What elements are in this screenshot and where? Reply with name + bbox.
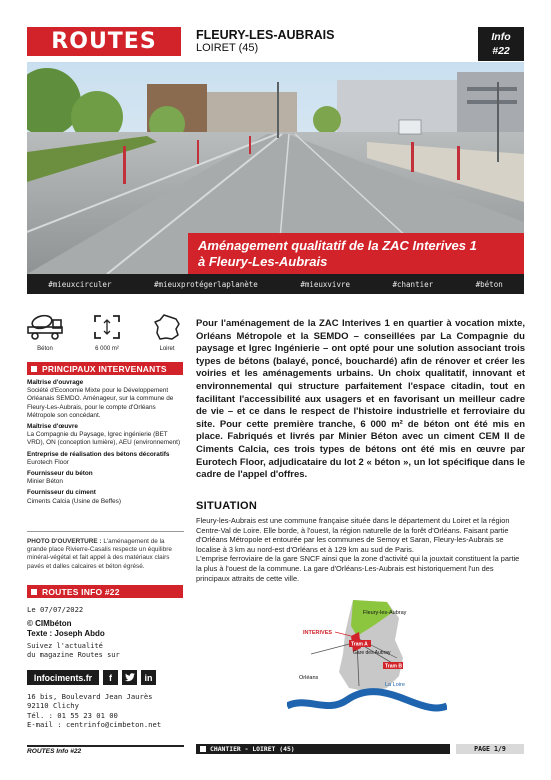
info-badge-line2: #22 <box>492 45 510 57</box>
photo-caption-text: L'aménagement de la grande place Rivierre-Casalis respecte un équilibre minéral-végétal et fait appel à des matériaux clairs pavés et dalles calcaires et béton égrésé. <box>27 538 172 570</box>
text-entreprise: Eurotech Floor <box>27 458 69 466</box>
linkedin-icon[interactable]: in <box>141 670 156 685</box>
icon-box-beton <box>20 313 70 352</box>
map-label-orleans: Orléans <box>299 675 319 681</box>
hashtag-mieuxprotegerlaplanete[interactable]: #mieuxprotégerlaplanète <box>153 279 258 289</box>
footer-category <box>196 744 450 754</box>
location-map-svg <box>287 596 447 730</box>
department: LOIRET (45) <box>196 42 259 54</box>
intro-paragraph: Pour l'aménagement de la ZAC Interives 1 en quartier à vocation mixte, Orléans Métropole et la SEMDO – conseillées par La Compagnie du paysage et Igrec Ingénierie – ont opté pour une solution associant trois types de bétons (balayé, poncé, bouchardé) afin de rénover et créer les voiries et les aménagements urbains. Un choix qualitatif, innovant et environnemental qui structure parfaitement l'espace citadin, tout en facilitant l'accessibilité aux usagers et en favorisant un meilleur cadre de vie – et ce dans le respect de l'histoire industrielle et ferroviaire du site. Pour cette première tranche, 6 000 m² de béton ont été mis en place. Fabriqués et livrés par Minier Béton avec un ciment CEM II de Ciments Calcia, ces trois types de bétons ont été mis en œuvre par Eurotech Floor, adjudicataire du lot 2 « béton », un lot spécifique dans le cadre de l'appel d'offres. <box>196 318 525 481</box>
footer-publication: ROUTES Info #22 <box>27 745 184 756</box>
france-map-icon <box>152 313 182 341</box>
photo-caption <box>27 538 184 571</box>
text-fournisseur-beton: Minier Béton <box>27 478 63 486</box>
social-links <box>27 670 156 685</box>
twitter-bird-icon <box>125 673 135 682</box>
info-badge <box>478 27 524 61</box>
situation-text <box>196 516 525 583</box>
role-entreprise: Entreprise de réalisation des bétons décoratifs <box>27 450 170 458</box>
hero-title <box>188 233 524 274</box>
routes-logo: ROUTES <box>27 27 181 56</box>
heading-square-icon <box>31 589 37 595</box>
role-fournisseur-beton: Fournisseur du béton <box>27 470 93 478</box>
map-label-interives: INTERIVES <box>303 630 333 636</box>
infociments-link[interactable]: Infociments.fr <box>27 670 99 685</box>
publication-date: Le 07/07/2022 <box>27 605 84 614</box>
intervenants-heading-text: PRINCIPAUX INTERVENANTS <box>42 363 167 374</box>
hashtag-mieuxvivre[interactable]: #mieuxvivre <box>300 279 350 289</box>
text-maitrise-ouvrage: Société d'Economie Mixte pour le Développement Orléanais SEMDO. Aménageur, sur la commune de Fleury-Les-Aubrais, pour le compte d'Orléans Métropole son concédant. <box>27 387 174 419</box>
intervenants-heading <box>27 362 183 375</box>
credit-author: Texte : Joseph Abdo <box>27 629 105 638</box>
divider <box>27 531 184 532</box>
credit-cimbeton: © CIMbéton <box>27 619 72 628</box>
hero-title-line1: Aménagement qualitatif de la ZAC Interives 1 <box>198 238 477 253</box>
intervenants-list <box>27 379 184 506</box>
situation-paragraph-2: L'emprise ferroviaire de la gare SNCF ainsi que la zone d'activité qui la jouxtait constituent la partie la plus à l'ouest de la commune. La gare d'Orléans-Les-Aubrais est historiquement l'un des principaux attraits de cette ville. <box>196 554 520 583</box>
address-email[interactable]: E-mail : centrinfo@cimbeton.net <box>27 720 162 730</box>
situation-heading: SITUATION <box>196 500 258 512</box>
concrete-mixer-icon <box>26 313 64 341</box>
icon-label-loiret: Loiret <box>159 346 175 352</box>
contact-address <box>27 692 161 730</box>
role-maitrise-oeuvre: Maîtrise d'œuvre <box>27 423 78 431</box>
page-number: PAGE 1/9 <box>456 744 524 754</box>
heading-square-icon <box>31 366 37 372</box>
facebook-icon[interactable]: f <box>103 670 118 685</box>
map-label-gare: Gare des Aubray <box>353 650 391 656</box>
follow-line2: du magazine Routes sur <box>27 651 120 659</box>
area-icon <box>92 313 122 341</box>
city-title: FLEURY-LES-AUBRAIS <box>196 28 335 42</box>
role-fournisseur-ciment: Fournisseur du ciment <box>27 489 96 497</box>
follow-line1: Suivez l'actualité <box>27 642 103 650</box>
icon-label-beton: Béton <box>37 346 53 352</box>
address-phone: Tél. : 01 55 23 01 00 <box>27 710 118 720</box>
text-maitrise-oeuvre: La Compagnie du Paysage, Igrec ingénierie (BET VRD), ON (conception lumière), AEU (environnement) <box>27 431 181 447</box>
location-map <box>287 596 447 730</box>
credits <box>27 619 105 639</box>
photo-caption-label: PHOTO D'OUVERTURE : <box>27 538 102 545</box>
follow-text <box>27 642 187 660</box>
hero-title-line2: à Fleury-Les-Aubrais <box>198 254 328 269</box>
hashtag-chantier[interactable]: #chantier <box>392 279 434 289</box>
hashtag-bar <box>27 274 524 294</box>
icon-label-surface: 6 000 m² <box>95 346 119 352</box>
map-label-fleury: Fleury-les-Aubray <box>363 610 407 616</box>
address-line2: 92110 Clichy <box>27 701 79 711</box>
routes-info-heading-text: ROUTES INFO #22 <box>42 586 120 597</box>
map-label-loire: La Loire <box>385 682 405 688</box>
footer-category-text: CHANTIER - LOIRET (45) <box>210 745 295 753</box>
icon-box-surface <box>82 313 132 352</box>
situation-paragraph-1: Fleury-les-Aubrais est une commune française située dans le département du Loiret et la région Centre-Val de Loire. Elle borde, à l'ouest, la région naturelle de la forêt d'Orléans. Faisant partie d'Orléans Métropole et entourée par les communes de Semoy et Saran, Fleury-les-Aubrais se localise à 3 km au nord-est d'Orléans et à 129 km au sud de Paris. <box>196 516 510 554</box>
loire-river <box>287 692 447 708</box>
routes-info-heading <box>27 585 183 598</box>
footer-square-icon <box>200 746 206 752</box>
map-label-tram-a: Tram A <box>351 641 368 648</box>
hashtag-mieuxcirculer[interactable]: #mieuxcirculer <box>48 279 112 289</box>
address-line1: 16 bis, Boulevard Jean Jaurès <box>27 692 153 701</box>
role-maitrise-ouvrage: Maîtrise d'ouvrage <box>27 379 84 386</box>
hashtag-beton[interactable]: #béton <box>475 279 503 289</box>
info-badge-line1: Info <box>491 31 511 43</box>
map-label-tram-b: Tram B <box>385 663 402 670</box>
text-fournisseur-ciment: Ciments Calcia (Usine de Beffes) <box>27 497 122 505</box>
twitter-icon[interactable] <box>122 670 137 685</box>
icon-box-loiret <box>142 313 192 352</box>
